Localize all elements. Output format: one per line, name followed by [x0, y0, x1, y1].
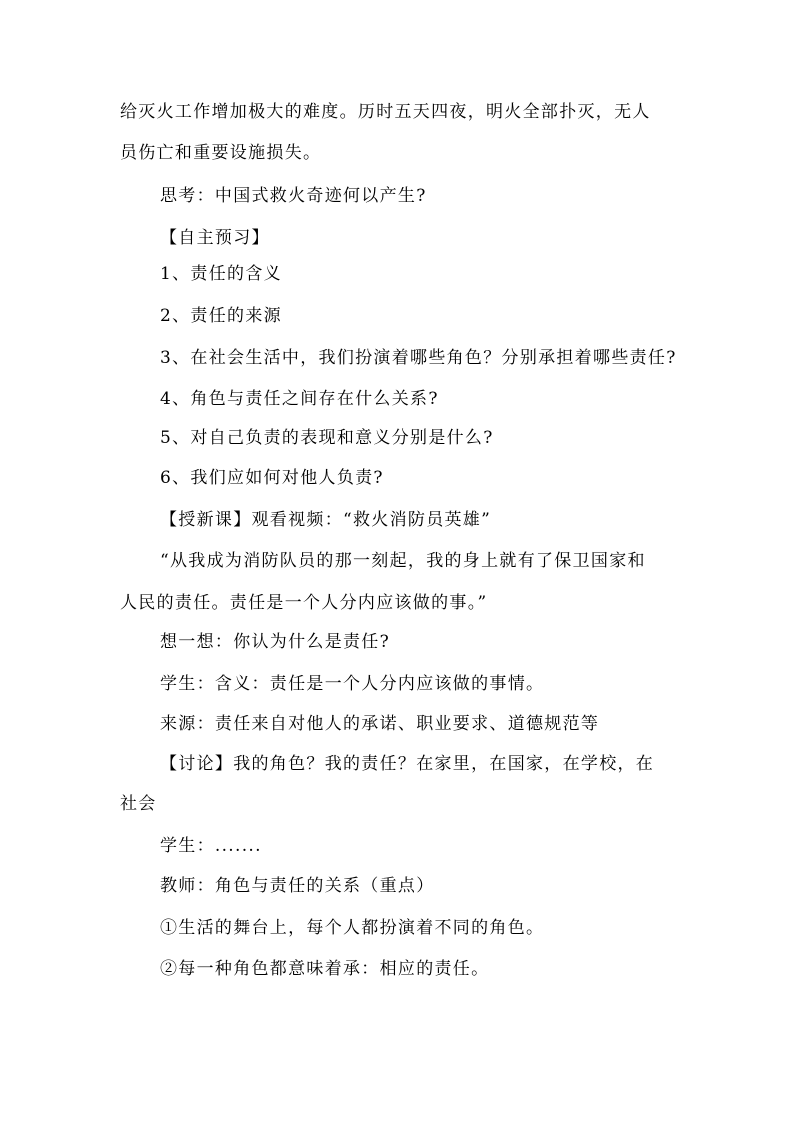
paragraph-line: 学生：含义：责任是一个人分内应该做的事情。 — [160, 674, 545, 694]
list-item: 3、在社会生活中，我们扮演着哪些角色？分别承担着哪些责任? — [160, 348, 677, 368]
paragraph-line: 想一想：你认为什么是责任? — [160, 632, 391, 652]
list-item: 6、我们应如何对他人负责? — [160, 468, 384, 488]
paragraph-line: ②每一种角色都意味着承：相应的责任。 — [160, 959, 490, 979]
list-item: 4、角色与责任之间存在什么关系? — [160, 389, 439, 409]
section-heading-preview: 【自主预习】 — [160, 228, 270, 248]
paragraph-line: ①生活的舞台上，每个人都扮演着不同的角色。 — [160, 918, 545, 938]
list-item: 5、对自己负责的表现和意义分别是什么? — [160, 428, 494, 448]
paragraph-line: 教师：角色与责任的关系（重点） — [160, 876, 435, 896]
paragraph-line: 社会 — [120, 794, 157, 814]
section-heading-new-lesson: 【授新课】观看视频：“救火消防员英雄” — [160, 510, 492, 530]
think-question: 思考：中国式救火奇迹何以产生? — [160, 186, 427, 206]
paragraph-line: 学生：....... — [160, 836, 262, 856]
quote-line: 人民的责任。责任是一个人分内应该做的事。” — [120, 593, 488, 613]
list-item: 2、责任的来源 — [160, 306, 282, 326]
quote-line: “从我成为消防队员的那一刻起，我的身上就有了保卫国家和 — [160, 551, 646, 571]
paragraph-line: 给灭火工作增加极大的难度。历时五天四夜，明火全部扑灭，无人 — [120, 102, 651, 122]
paragraph-line: 员伤亡和重要设施损失。 — [120, 143, 322, 163]
section-heading-discussion: 【讨论】我的角色？我的责任？在家里，在国家，在学校，在 — [160, 754, 655, 774]
list-item: 1、责任的含义 — [160, 264, 282, 284]
paragraph-line: 来源：责任来自对他人的承诺、职业要求、道德规范等 — [160, 714, 600, 734]
